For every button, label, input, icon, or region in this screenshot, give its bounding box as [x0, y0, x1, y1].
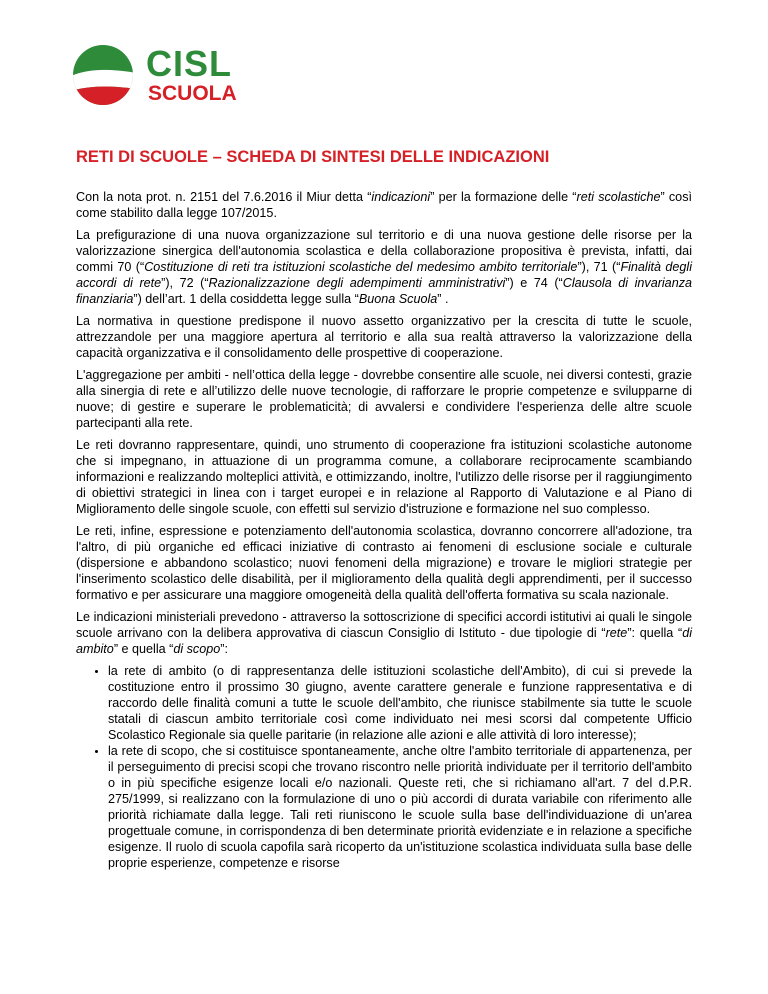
paragraph-4: L'aggregazione per ambiti - nell’ottica della legge - dovrebbe consentire alle scuole, nei diversi contesti, grazie alla sinergia di rete e all’utilizzo delle nuove tecnologie, di rafforzare le proprie competenze e svilupparne di nuove; di gestire e superare le problematicità; di avvalersi e condividere l'esperienza delle altre scuole partecipanti alla rete. [76, 368, 692, 430]
logo-flag-circle-icon [72, 44, 134, 106]
network-types-list [76, 663, 692, 871]
logo-scuola-text: SCUOLA [148, 82, 237, 105]
document-body [76, 189, 692, 871]
paragraph-7: Le indicazioni ministeriali prevedono - attraverso la sottoscrizione di specifici accordi istitutivi ai quali le singole scuole arrivano con la delibera approvativa di ciascun Consiglio di Istituto - due tipologie di “rete”: quella “di ambito” e quella “di scopo”: [76, 610, 693, 656]
logo-cisl-text: CISL [146, 43, 233, 84]
paragraph-3: La normativa in questione predispone il nuovo assetto organizzativo per la crescita di tutte le scuole, attrezzandole per una maggiore apertura al territorio e alla sua realtà attraverso la valorizzazione della capacità organizzativa e il consolidamento delle prospettive di cooperazione. [76, 314, 692, 360]
paragraph-1: Con la nota prot. n. 2151 del 7.6.2016 il Miur detta “indicazioni” per la formazione delle “reti scolastiche” così come stabilito dalla legge 107/2015. [76, 190, 692, 220]
paragraph-6: Le reti, infine, espressione e potenziamento dell'autonomia scolastica, dovranno concorrere all'adozione, tra l'altro, di più organiche ed efficaci iniziative di contrasto ai fenomeni di esclusione sociale e culturale (dispersione e abbandono scolastico; nuovi fenomeni della migrazione) e trovare le migliori strategie per l'inserimento scolastico delle disabilità, per il miglioramento della qualità degli apprendimenti, per il successo formativo e per assicurare una maggiore omogeneità della qualità dell'offerta formativa su scala nazionale. [76, 524, 692, 602]
list-item-rete-ambito: • la rete di ambito (o di rappresentanza delle istituzioni scolastiche dell'Ambito), di cui si prevede la costituzione entro il prossimo 30 giugno, avente carattere generale e funzione rappresentativa e di raccordo delle finalità comuni a tutte le scuole dell'ambito, che riunisce stabilmente sia tutte le scuole statali di ciascun ambito territoriale così come individuato nei mesi scorsi dal competente Ufficio Scolastico Regionale sia quelle paritarie (in relazione alle azioni e alle attività di loro interesse); [108, 663, 692, 743]
cisl-scuola-logo [72, 44, 252, 106]
list-item-rete-scopo: • la rete di scopo, che si costituisce spontaneamente, anche oltre l'ambito territoriale di appartenenza, per il perseguimento di precisi scopi che trovano riscontro nelle priorità individuate per il territorio dell'ambito o in più specifiche esigenze locali e/o nazionali. Queste reti, che si richiamano all'art. 7 del d.P.R. 275/1999, si realizzano con la formulazione di uno o più accordi di durata variabile con riferimento alle priorità richiamate dalla legge. Tali reti riuniscono le scuole sulla base dell'individuazione di un'area progettuale comune, in corrispondenza di ben determinate priorità evidenziate e in relazione a specifiche esigenze. Il ruolo di scuola capofila sarà ricoperto da un'istituzione scolastica individuata sulla base delle proprie esperienze, competenze e risorse [108, 743, 692, 871]
paragraph-5: Le reti dovranno rappresentare, quindi, uno strumento di cooperazione fra istituzioni scolastiche autonome che si impegnano, in attuazione di un programma comune, a collaborare reciprocamente scambiando informazioni e realizzando molteplici attività, e ottimizzando, inoltre, l'utilizzo delle risorse per il raggiungimento di obiettivi strategici in linea con i target europei e in relazione al Rapporto di Valutazione e al Piano di Miglioramento delle singole scuole, con effetti sul servizio d'istruzione e formazione nel suo complesso. [76, 438, 692, 516]
document-title: RETI DI SCUOLE – SCHEDA DI SINTESI DELLE INDICAZIONI [76, 148, 550, 166]
paragraph-2: La prefigurazione di una nuova organizzazione sul territorio e di una nuova gestione delle risorse per la valorizzazione sinergica dell'autonomia scolastica e della collaborazione propositiva è prevista, infatti, dai commi 70 (“Costituzione di reti tra istituzioni scolastiche del medesimo ambito territoriale”), 71 (“Finalità degli accordi di rete”), 72 (“Razionalizzazione degli adempimenti amministrativi”) e 74 (“Clausola di invarianza finanziaria”) dell’art. 1 della cosiddetta legge sulla “Buona Scuola” . [76, 228, 692, 306]
